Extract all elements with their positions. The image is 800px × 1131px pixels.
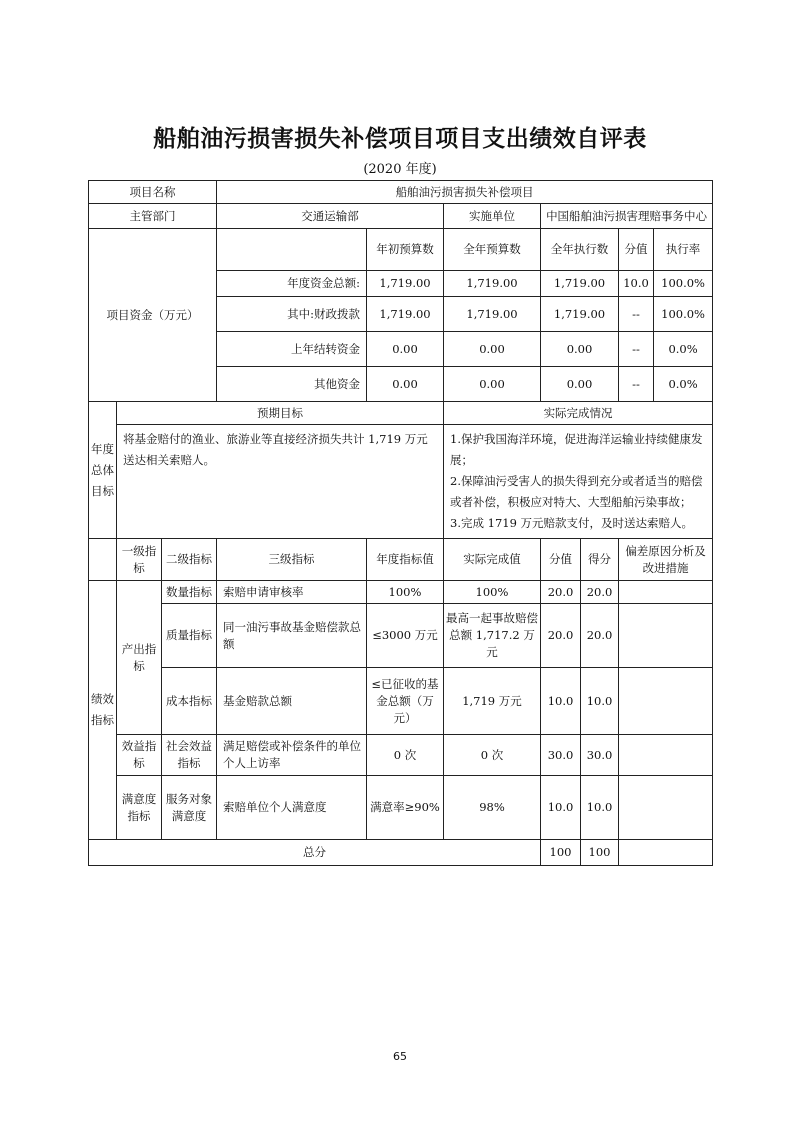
funds-initial: 0.00 bbox=[367, 332, 444, 367]
indicator-target: 100% bbox=[367, 581, 444, 604]
indicator-deviation bbox=[619, 776, 713, 840]
document-subtitle: (2020 年度) bbox=[363, 162, 437, 177]
funds-header-blank bbox=[217, 229, 367, 271]
annual-goal-label: 年度总体目标 bbox=[89, 402, 117, 539]
indicator-actual: 最高一起事故赔偿总额 1,717.2 万元 bbox=[444, 604, 541, 668]
indicator-row bbox=[89, 735, 713, 776]
funds-label: 项目资金（万元） bbox=[89, 229, 217, 402]
page-number: 65 bbox=[393, 1050, 407, 1063]
impl-unit-value: 中国船舶油污损害理赔事务中心 bbox=[541, 204, 713, 229]
indicator-score: 30.0 bbox=[581, 735, 619, 776]
indicator-level2: 数量指标 bbox=[162, 581, 217, 604]
perf-indicators-label: 绩效指标 bbox=[89, 581, 117, 840]
indicator-level2: 服务对象满意度 bbox=[162, 776, 217, 840]
expected-goal-text: 将基金赔付的渔业、旅游业等直接经济损失共计 1,719 万元送达相关索赔人。 bbox=[117, 425, 444, 539]
annual-target-header: 年度指标值 bbox=[367, 539, 444, 581]
indicator-level3: 索赔申请审核率 bbox=[217, 581, 367, 604]
indicator-actual: 0 次 bbox=[444, 735, 541, 776]
funds-initial: 1,719.00 bbox=[367, 271, 444, 297]
level3-header: 三级指标 bbox=[217, 539, 367, 581]
indicator-row bbox=[89, 604, 713, 668]
indicator-score: 20.0 bbox=[581, 581, 619, 604]
indicator-level2: 成本指标 bbox=[162, 668, 217, 735]
dept-row bbox=[89, 204, 713, 229]
indicator-target: ≤已征收的基金总额（万元） bbox=[367, 668, 444, 735]
funds-row-label: 上年结转资金 bbox=[217, 332, 367, 367]
dept-label: 主管部门 bbox=[89, 204, 217, 229]
indicator-score: 10.0 bbox=[581, 776, 619, 840]
funds-full-budget: 1,719.00 bbox=[444, 297, 541, 332]
document-title: 船舶油污损害损失补偿项目项目支出绩效自评表 bbox=[153, 126, 647, 152]
indicator-score-value: 10.0 bbox=[541, 776, 581, 840]
indicator-header-row bbox=[89, 539, 713, 581]
funds-initial: 0.00 bbox=[367, 367, 444, 402]
score-header: 得分 bbox=[581, 539, 619, 581]
funds-full-budget: 0.00 bbox=[444, 332, 541, 367]
indicator-score-value: 10.0 bbox=[541, 668, 581, 735]
col-initial-budget: 年初预算数 bbox=[367, 229, 444, 271]
total-row bbox=[89, 840, 713, 866]
actual-completion-text bbox=[444, 425, 713, 539]
performance-table bbox=[88, 180, 713, 866]
funds-executed: 0.00 bbox=[541, 332, 619, 367]
funds-row-label: 其他资金 bbox=[217, 367, 367, 402]
level2-header: 二级指标 bbox=[162, 539, 217, 581]
satisfaction-label: 满意度指标 bbox=[117, 776, 162, 840]
total-score-value: 100 bbox=[541, 840, 581, 866]
dept-value: 交通运输部 bbox=[217, 204, 444, 229]
indicator-score: 10.0 bbox=[581, 668, 619, 735]
indicator-actual: 100% bbox=[444, 581, 541, 604]
actual-completion-header: 实际完成情况 bbox=[444, 402, 713, 425]
actual-item: 3.完成 1719 万元赔款支付，及时送达索赔人。 bbox=[450, 516, 694, 530]
funds-full-budget: 1,719.00 bbox=[444, 271, 541, 297]
funds-executed: 1,719.00 bbox=[541, 297, 619, 332]
indicator-score-value: 30.0 bbox=[541, 735, 581, 776]
funds-initial: 1,719.00 bbox=[367, 297, 444, 332]
goal-header-row bbox=[89, 402, 713, 425]
total-deviation bbox=[619, 840, 713, 866]
goal-content-row bbox=[89, 425, 713, 539]
indicator-deviation bbox=[619, 668, 713, 735]
level1-header: 一级指标 bbox=[117, 539, 162, 581]
indicator-score: 20.0 bbox=[581, 604, 619, 668]
indicator-level3: 同一油污事故基金赔偿款总额 bbox=[217, 604, 367, 668]
funds-rate: 100.0% bbox=[654, 271, 713, 297]
indicator-target: ≤3000 万元 bbox=[367, 604, 444, 668]
funds-score-value: -- bbox=[619, 332, 654, 367]
col-exec-rate: 执行率 bbox=[654, 229, 713, 271]
indicator-deviation bbox=[619, 581, 713, 604]
funds-score-value: 10.0 bbox=[619, 271, 654, 297]
funds-rate: 100.0% bbox=[654, 297, 713, 332]
total-label: 总分 bbox=[89, 840, 541, 866]
indicator-row bbox=[89, 668, 713, 735]
total-score: 100 bbox=[581, 840, 619, 866]
funds-row-label: 年度资金总额: bbox=[217, 271, 367, 297]
score-value-header: 分值 bbox=[541, 539, 581, 581]
indicator-deviation bbox=[619, 604, 713, 668]
deviation-header: 偏差原因分析及改进措施 bbox=[619, 539, 713, 581]
indicator-actual: 98% bbox=[444, 776, 541, 840]
indicator-target: 0 次 bbox=[367, 735, 444, 776]
indicator-actual: 1,719 万元 bbox=[444, 668, 541, 735]
indicator-score-value: 20.0 bbox=[541, 604, 581, 668]
indicator-level3: 索赔单位个人满意度 bbox=[217, 776, 367, 840]
expected-goal-header: 预期目标 bbox=[117, 402, 444, 425]
funds-score-value: -- bbox=[619, 297, 654, 332]
funds-executed: 1,719.00 bbox=[541, 271, 619, 297]
project-name-label: 项目名称 bbox=[89, 181, 217, 204]
indicator-header-blank bbox=[89, 539, 117, 581]
col-score-value: 分值 bbox=[619, 229, 654, 271]
funds-rate: 0.0% bbox=[654, 367, 713, 402]
funds-header-row bbox=[89, 229, 713, 271]
actual-value-header: 实际完成值 bbox=[444, 539, 541, 581]
actual-item: 1.保护我国海洋环境，促进海洋运输业持续健康发展； bbox=[450, 432, 703, 467]
project-name-value: 船舶油污损害损失补偿项目 bbox=[217, 181, 713, 204]
funds-rate: 0.0% bbox=[654, 332, 713, 367]
impl-unit-label: 实施单位 bbox=[444, 204, 541, 229]
col-full-budget: 全年预算数 bbox=[444, 229, 541, 271]
indicator-level2: 质量指标 bbox=[162, 604, 217, 668]
indicator-deviation bbox=[619, 735, 713, 776]
indicator-row bbox=[89, 776, 713, 840]
indicator-row bbox=[89, 581, 713, 604]
benefit-label: 效益指标 bbox=[117, 735, 162, 776]
indicator-score-value: 20.0 bbox=[541, 581, 581, 604]
project-name-row bbox=[89, 181, 713, 204]
funds-full-budget: 0.00 bbox=[444, 367, 541, 402]
funds-row-label: 其中:财政拨款 bbox=[217, 297, 367, 332]
funds-score-value: -- bbox=[619, 367, 654, 402]
indicator-level3: 满足赔偿或补偿条件的单位个人上访率 bbox=[217, 735, 367, 776]
actual-item: 2.保障油污受害人的损失得到充分或者适当的赔偿或者补偿，积极应对特大、大型船舶污染事故； bbox=[450, 474, 703, 509]
indicator-level3: 基金赔款总额 bbox=[217, 668, 367, 735]
output-label: 产出指标 bbox=[117, 581, 162, 735]
col-full-exec: 全年执行数 bbox=[541, 229, 619, 271]
indicator-target: 满意率≥90% bbox=[367, 776, 444, 840]
funds-executed: 0.00 bbox=[541, 367, 619, 402]
indicator-level2: 社会效益指标 bbox=[162, 735, 217, 776]
